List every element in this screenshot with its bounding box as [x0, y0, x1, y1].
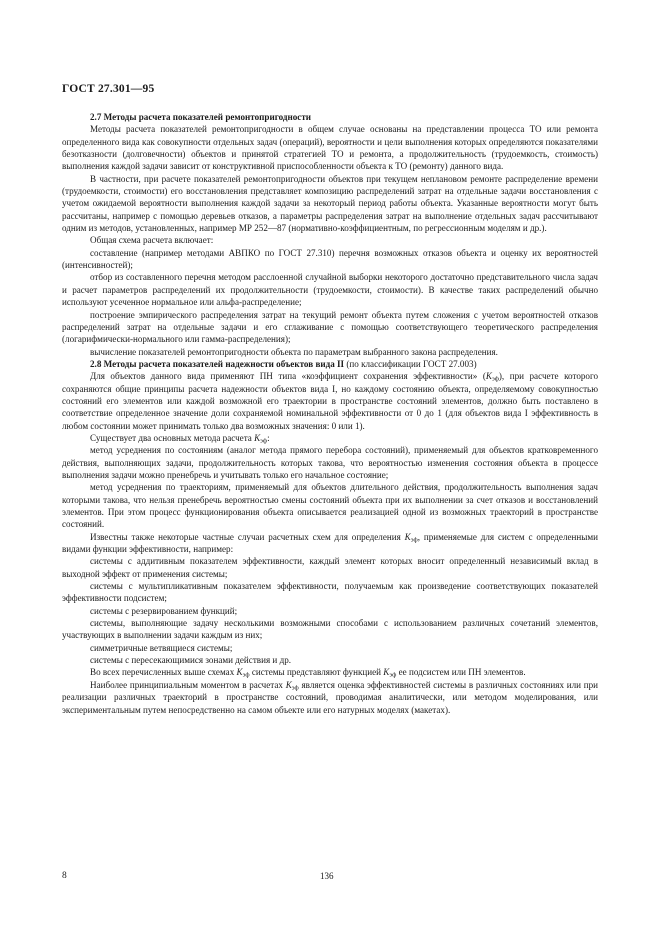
paragraph: системы с аддитивным показателем эффективности, каждый элемент которых вносит определенный независимый вклад в выходной эффект от применения системы; — [62, 556, 598, 579]
k-eff-symbol — [286, 680, 299, 690]
k-eff-symbol — [254, 433, 267, 443]
section-2-8-title — [62, 358, 598, 370]
text-run: , применяемые для систем с определенными видами функции эффективности, например: — [62, 531, 598, 555]
paragraph — [62, 679, 598, 716]
symbol-sub: эф — [491, 375, 499, 383]
paragraph: системы, выполняющие задачу несколькими возможными способами с использованием различных сочетаний элементов, участвующих в выполнении задачи каждым из них; — [62, 618, 598, 641]
paragraph — [62, 370, 598, 432]
text-run: является оценка эффективностей системы в различных состояниях или при реализации различных траекторий в пространстве состояний, проводимая аналитически, или методом моделирования, или экспериментальным путем непосредственно на самом объекте или его натурных моделях (макетах). — [62, 679, 598, 715]
text-run: ее подсистем или ПН элементов. — [396, 667, 526, 678]
section-title-note: (по классификации ГОСТ 27.003) — [344, 358, 477, 369]
symbol-k: K — [383, 667, 390, 678]
text-run: Наиболее принципиальным моментом в расчетах — [90, 679, 286, 690]
paragraph — [62, 432, 598, 444]
text-run: Во всех перечисленных выше схемах — [90, 667, 237, 678]
symbol-k: K — [236, 667, 243, 678]
paragraph: Общая схема расчета включает: — [90, 235, 214, 246]
symbol-sub: эф — [291, 684, 299, 692]
text-run: : — [267, 432, 270, 443]
k-eff-symbol — [383, 667, 396, 677]
paragraph: системы с пересекающимися зонами действия и др. — [90, 655, 292, 666]
page-number-left: 8 — [62, 871, 67, 881]
k-eff-symbol — [237, 667, 250, 677]
paragraph: В частности, при расчете показателей ремонтопригодности объектов при текущем неплановом ремонте распределение времени (трудоемкости, стоимости) его восстановления представляет композицию распределений затрат на отдельные задачи восстановления с учетом ожидаемой вероятности выполнения каждой задачи за некоторый период работы объекта. Указанные вероятности могут быть рассчитаны, например с помощью деревьев отказов, а параметры распределения затрат на выполнение отдельных задач рассчитывают одним из методов, установленных, например МР 252—87 (нормативно-коэффициентным, по регрессионным моделям и др.). — [62, 173, 598, 234]
document-header: ГОСТ 27.301—95 — [62, 83, 155, 95]
k-eff-symbol — [486, 371, 499, 381]
paragraph: составление (например методами АВПКО по ГОСТ 27.310) перечня возможных отказов объекта и оценку их вероятностей (интенсивностей); — [62, 247, 598, 271]
document-body — [62, 111, 598, 716]
paragraph — [62, 666, 598, 678]
text-run: Существует два основных метода расчета — [90, 432, 255, 443]
symbol-sub: эф — [260, 437, 268, 445]
symbol-sub: эф — [242, 671, 250, 679]
paragraph — [62, 531, 598, 556]
page-number-center: 136 — [320, 871, 334, 881]
paragraph: симметричные ветвящиеся системы; — [90, 642, 233, 653]
paragraph: метод усреднения по состояниям (аналог метода прямого перебора состояний), применяемый для объектов кратковременного действия, выполняющих задачи, продолжительность которых такова, что вероятностью изменения состояния объекта в процессе выполнения задачи можно пренебречь и учитывать только его начальное состояние; — [62, 445, 598, 480]
paragraph: Методы расчета показателей ремонтопригодности в общем случае основаны на представлении процесса ТО или ремонта определенного вида как совокупности отдельных задач (операций), вероятности и цели выполнения которых определяются показателями безотказности (долговечности) объектов и принятой стратегией ТО и ремонта, а продолжительность (трудоемкость, стоимость) выполнения каждой задачи зависит от конструктивной приспособленности объекта к ТО (ремонту) данного вида. — [62, 124, 598, 172]
paragraph: построение эмпирического распределения затрат на текущий ремонт объекта путем сложения с учетом вероятностей отказов распределений затрат на отдельные задачи и его сглаживание с помощью соответствующего теоретического распределения (логарифмически-нормального или гамма-распределения); — [62, 309, 598, 345]
symbol-k: K — [254, 432, 261, 443]
text-run: Известны также некоторые частные случаи расчетных схем для определения — [90, 531, 405, 542]
text-run: системы представляют функцией — [249, 667, 384, 678]
symbol-k: K — [485, 371, 492, 382]
symbol-sub: эф — [410, 536, 418, 544]
text-run: Для объектов данного вида применяют ПН типа «коэффициент сохранения эффективности» ( — [90, 371, 486, 382]
symbol-k: K — [285, 679, 292, 690]
paragraph: метод усреднения по траекториям, применяемый для объектов длительного действия, продолжительность выполнения задач которыми такова, что нельзя пренебречь вероятностью смены состояний объекта при их выполнении за счет отказов и восстановлений элементов. При этом процесс функционирования объекта описывается реализацией одной из возможных траекторий в пространстве состояний. — [62, 482, 598, 530]
symbol-sub: эф — [389, 671, 397, 679]
section-title-bold: 2.8 Методы расчета показателей надежности объектов вида II — [90, 358, 345, 369]
paragraph: отбор из составленного перечня методом расслоенной случайной выборки некоторого достаточно представительного числа задач и расчет параметров распределений их продолжительности (трудоемкости, стоимости). В качестве таких распределений обычно используют усеченное нормальное или альфа-распределение; — [62, 272, 598, 308]
paragraph: системы с резервированием функций; — [90, 605, 238, 616]
text-run: ), при расчете которого сохраняются общие принципы расчета надежности объектов вида I, но каждому состоянию объекта, определяемому совокупностью состояний его элементов или каждой возможной его траектории в пространстве состояний элементов, должно быть поставлено в соответствие определенное значение доли сохраняемой номинальной эффективности от 0 до 1 (для объектов вида I эффективность в любом состоянии может принимать только два возможных значения: 0 или 1). — [62, 371, 599, 431]
paragraph: вычисление показателей ремонтопригодности объекта по параметрам выбранного закона распределения. — [90, 346, 498, 357]
section-2-7-title: 2.7 Методы расчета показателей ремонтопригодности — [90, 112, 312, 122]
paragraph: системы с мультипликативным показателем эффективности, получаемым как произведение соответствующих показателей эффективности подсистем; — [62, 581, 598, 604]
k-eff-symbol — [405, 532, 418, 542]
symbol-k: K — [404, 531, 411, 542]
